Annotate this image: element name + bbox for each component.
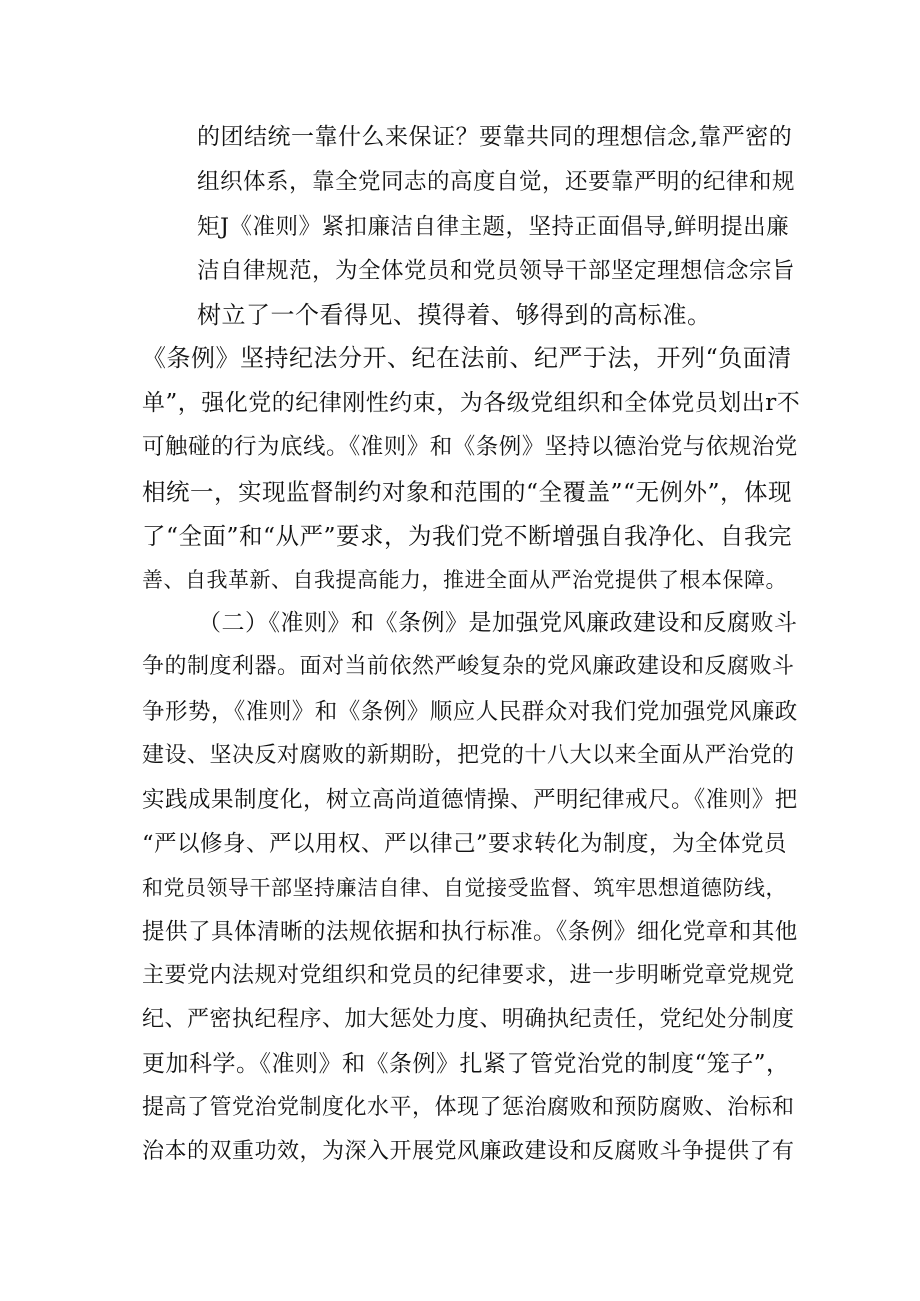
text-line: “严以修身、严以用权、严以律己”要求转化为制度，为全体党员	[142, 831, 788, 857]
text-line: 组织体系，靠全党同志的高度自觉，还要靠严明的纪律和规	[197, 169, 796, 195]
text-line: 树立了一个看得见、摸得着、够得到的高标准。	[197, 301, 712, 329]
text-line: 治本的双重功效，为深入开展党风廉政建设和反腐败斗争提供了有	[142, 1139, 795, 1164]
text-line: 更加科学。《准则》和《条例》扎紧了管党治党的制度“笼子”，	[142, 1051, 790, 1077]
text-line: 了“全面”和“从严”要求，为我们党不断增强自我净化、自我完	[142, 522, 793, 550]
text-line: 提高了管党治党制度化水平，体现了惩治腐败和预防腐败、治标和	[142, 1095, 795, 1120]
text-line: 争的制度利器。面对当前依然严峻复杂的党风廉政建设和反腐败斗	[142, 654, 795, 679]
text-line: 单”，强化党的纪律刚性约束，为各级党组织和全体党员划出r不	[142, 390, 801, 416]
text-line: 相统一，实现监督制约对象和范围的“全覆盖”“无例外”，体现	[142, 478, 793, 506]
text-line: 的团结统一靠什么来保证？要靠共同的理想信念,靠严密的	[197, 124, 793, 150]
text-line: 提供了具体清晰的法规依据和执行标准。《条例》细化党章和其他	[142, 919, 798, 945]
text-line: 建设、坚决反对腐败的新期盼，把党的十八大以来全面从严治党的	[142, 743, 795, 768]
text-line: （二）《准则》和《条例》是加强党风廉政建设和反腐败斗	[198, 610, 798, 636]
text-line: 争形势，《准则》和《条例》顺应人民群众对我们党加强党风廉政	[142, 699, 798, 725]
text-line: 洁自律规范，为全体党员和党员领导干部坚定理想信念宗旨	[197, 258, 796, 284]
text-line: 《条例》坚持纪法分开、纪在法前、纪严于法，开列“负面清	[142, 344, 792, 372]
text-line: 主要党内法规对党组织和党员的纪律要求，进一步明晰党章党规党	[142, 963, 795, 988]
text-line: 和党员领导干部坚持廉洁自律、自觉接受监督、筑牢思想道德防线，	[142, 876, 787, 900]
text-line: 实践成果制度化，树立高尚道德情操、严明纪律戒尺。《准则》把	[142, 787, 798, 813]
text-line: 矩J《准则》紧扣廉洁自律主题，坚持正面倡导,鲜明提出廉	[197, 214, 790, 240]
text-line: 善、自我革新、自我提高能力，推进全面从严治党提供了根本保障。	[142, 568, 787, 592]
text-line: 可触碰的行为底线。《准则》和《条例》坚持以德治党与依规治党	[142, 434, 798, 460]
text-line: 纪、严密执纪程序、加大惩处力度、明确执纪责任，党纪处分制度	[142, 1007, 795, 1032]
